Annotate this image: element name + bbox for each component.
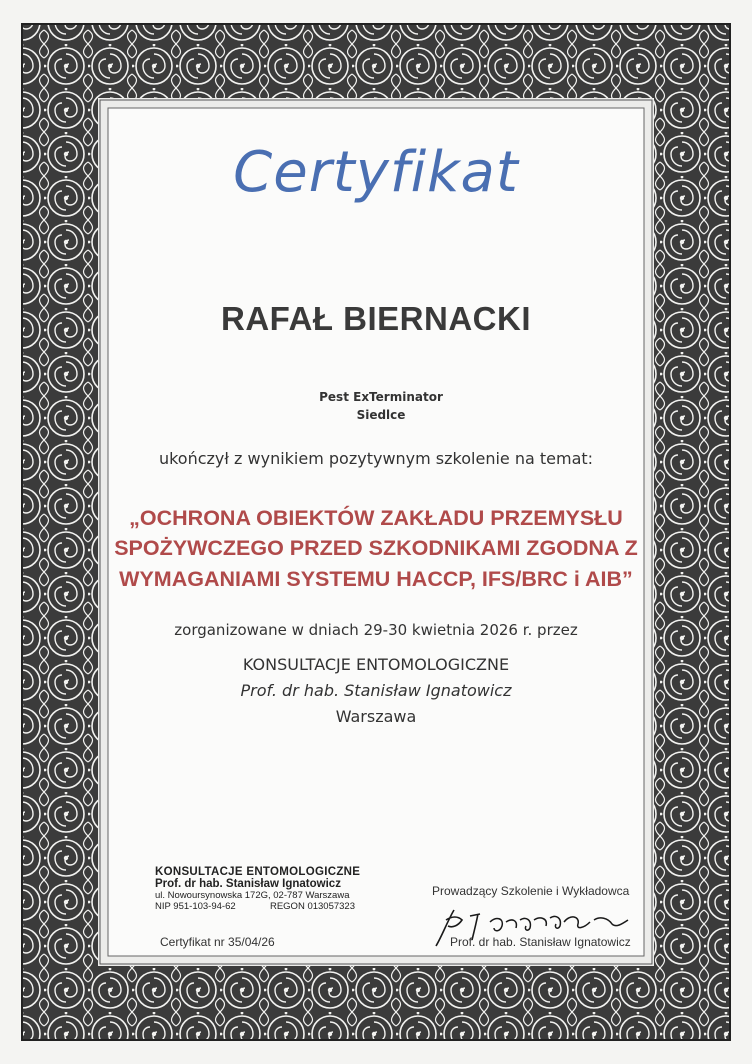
completion-statement: ukończył z wynikiem pozytywnym szkolenie na temat: bbox=[158, 449, 594, 468]
stamp-nip: NIP 951-103-94-62 bbox=[155, 901, 236, 912]
certificate-title: Certyfikat bbox=[233, 140, 519, 205]
recipient-company: Pest ExTerminator bbox=[319, 390, 443, 404]
training-topic-line: „OCHRONA OBIEKTÓW ZAKŁADU PRZEMYSŁU bbox=[129, 506, 623, 530]
signature-role: Prowadzący Szkolenie i Wykładowca bbox=[432, 884, 630, 898]
stamp-line: Prof. dr hab. Stanisław Ignatowicz bbox=[155, 878, 341, 890]
training-topic-line: SPOŻYWCZEGO PRZED SZKODNIKAMI ZGODNA Z bbox=[114, 536, 638, 560]
organizer-city: Warszawa bbox=[335, 707, 417, 726]
organizer-person: Prof. dr hab. Stanisław Ignatowicz bbox=[240, 681, 512, 700]
organizer-stamp bbox=[155, 866, 365, 912]
signer-name: Prof. dr hab. Stanisław Ignatowicz bbox=[450, 935, 631, 949]
certificate-number: Certyfikat nr 35/04/26 bbox=[160, 935, 275, 949]
stamp-regon: REGON 013057323 bbox=[269, 901, 355, 912]
training-topic-line: WYMAGANIAMI SYSTEMU HACCP, IFS/BRC i AIB” bbox=[119, 567, 633, 591]
stamp-line: KONSULTACJE ENTOMOLOGICZNE bbox=[155, 866, 361, 878]
recipient-name: RAFAŁ BIERNACKI bbox=[221, 300, 531, 337]
organizer-name: KONSULTACJE ENTOMOLOGICZNE bbox=[242, 655, 510, 674]
recipient-city: Siedlce bbox=[356, 408, 406, 422]
stamp-address: ul. Nowoursynowska 172G, 02-787 Warszawa bbox=[155, 890, 350, 901]
training-dates: zorganizowane w dniach 29-30 kwietnia 2026 r. przez bbox=[174, 621, 578, 639]
stamp-ids bbox=[155, 901, 355, 912]
